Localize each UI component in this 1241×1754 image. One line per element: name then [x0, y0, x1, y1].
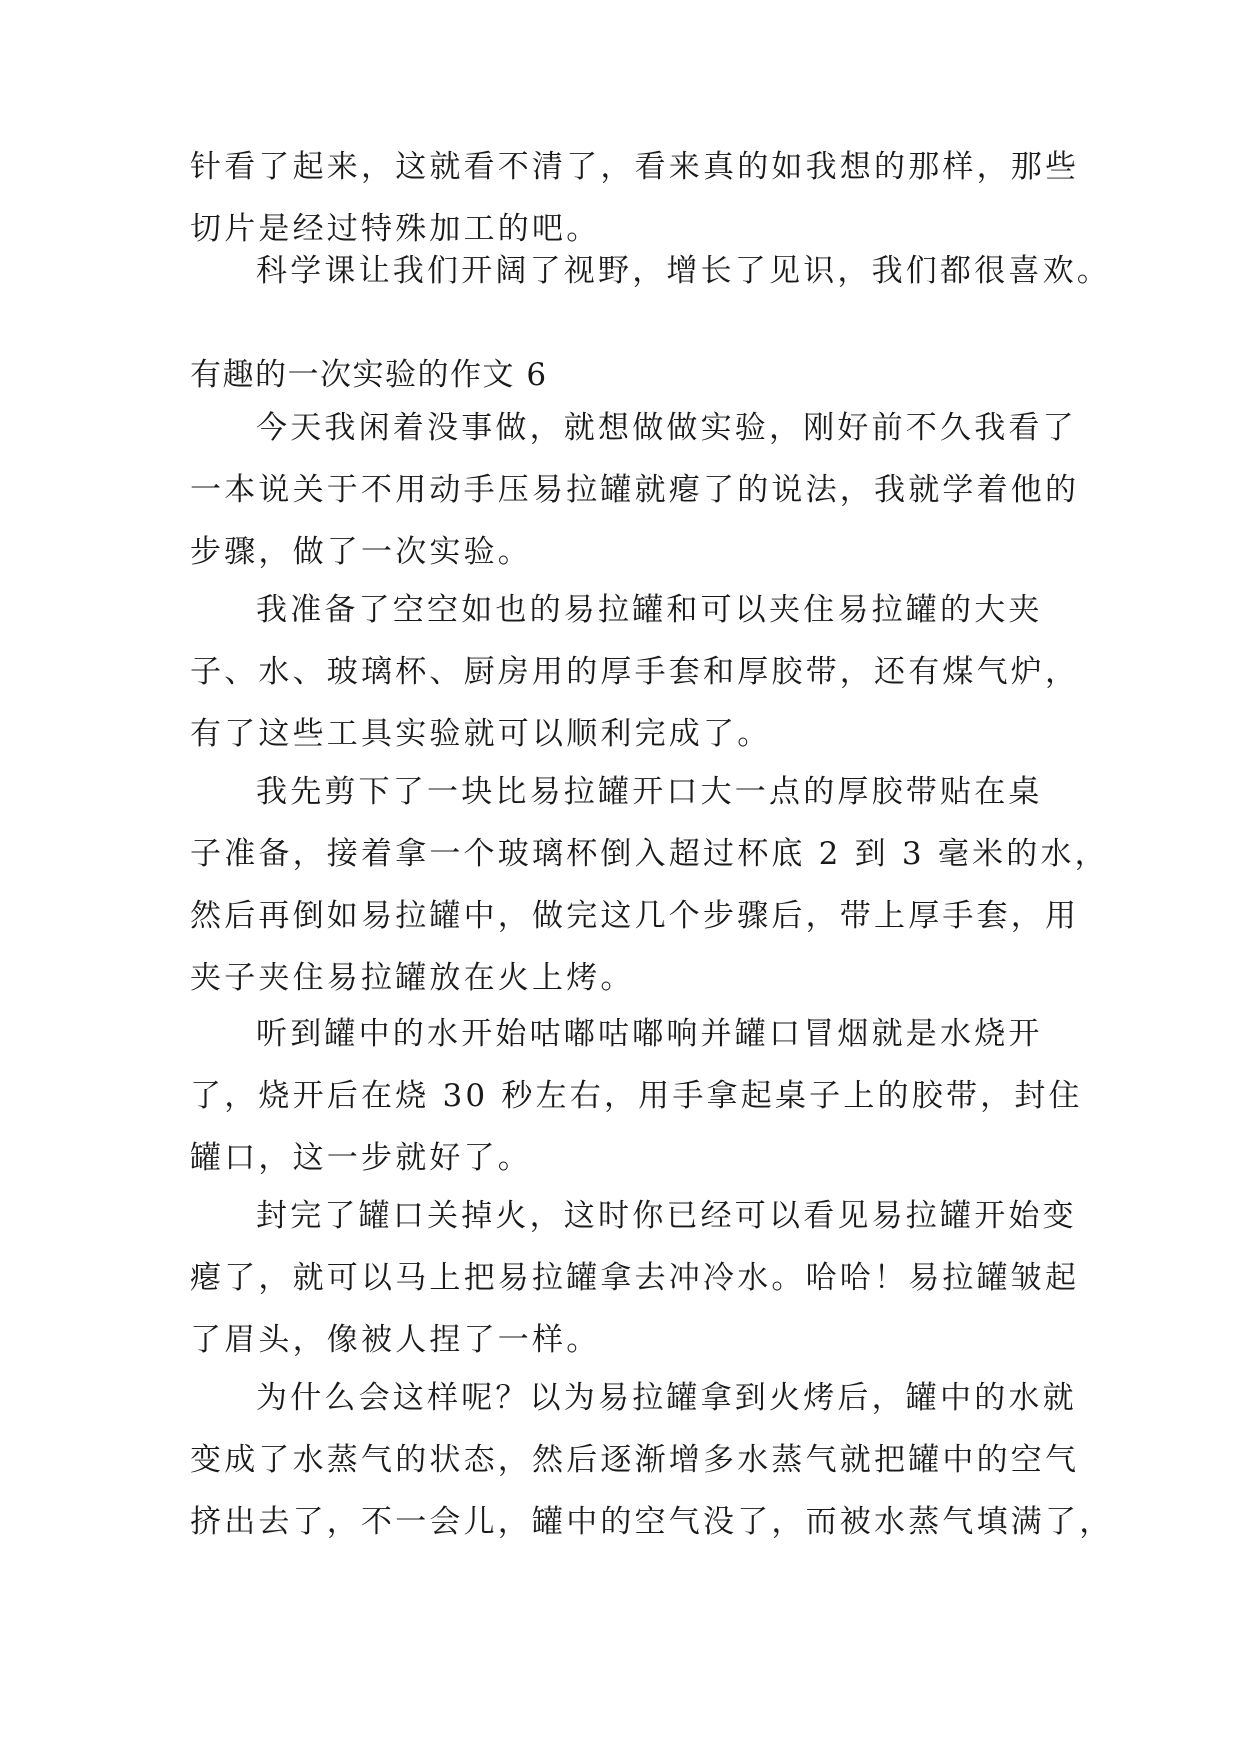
paragraph: [190, 579, 1080, 765]
text-line: 瘪了，就可以马上把易拉罐拿去冲冷水。哈哈！易拉罐皱起: [190, 1260, 1080, 1296]
text-line: 切片是经过特殊加工的吧。: [190, 211, 601, 247]
text-line: 了，烧开后在烧 30 秒左右，用手拿起桌子上的胶带，封住: [190, 1078, 1083, 1114]
text-line: 封完了罐口关掉火，这时你已经可以看见易拉罐开始变: [256, 1198, 1077, 1234]
paragraph: [190, 397, 1080, 583]
text-line: 听到罐中的水开始咕嘟咕嘟响并罐口冒烟就是水烧开: [256, 1016, 1043, 1052]
text-line: 有了这些工具实验就可以顺利完成了。: [190, 716, 772, 752]
paragraph-science: [190, 240, 1111, 302]
text-line: 今天我闲着没事做，就想做做实验，刚好前不久我看了: [256, 410, 1077, 446]
text-line: 罐口，这一步就好了。: [190, 1140, 532, 1176]
text-line: 我准备了空空如也的易拉罐和可以夹住易拉罐的大夹: [256, 592, 1043, 628]
text-line: 步骤，做了一次实验。: [190, 534, 532, 570]
text-line: 为什么会这样呢？以为易拉罐拿到火烤后，罐中的水就: [256, 1380, 1077, 1416]
text-line: 子准备，接着拿一个玻璃杯倒入超过杯底 2 到 3 毫米的水，: [190, 836, 1109, 872]
essay-title-text: 有趣的一次实验的作文 6: [190, 357, 548, 393]
text-line: 变成了水蒸气的状态，然后逐渐增多水蒸气就把罐中的空气: [190, 1442, 1080, 1478]
text-line: 我先剪下了一块比易拉罐开口大一点的厚胶带贴在桌: [256, 774, 1043, 810]
text-line: 然后再倒如易拉罐中，做完这几个步骤后，带上厚手套，用: [190, 898, 1080, 934]
text-line: 挤出去了，不一会儿，罐中的空气没了，而被水蒸气填满了，: [190, 1504, 1114, 1540]
text-line: 针看了起来，这就看不清了，看来真的如我想的那样，那些: [190, 149, 1080, 185]
paragraph: [190, 1003, 1083, 1189]
text-line: 了眉头，像被人捏了一样。: [190, 1322, 601, 1358]
paragraph: [190, 761, 1109, 1009]
text-line: 科学课让我们开阔了视野，增长了见识，我们都很喜欢。: [256, 253, 1111, 289]
paragraph: [190, 1185, 1080, 1371]
text-line: 子、水、玻璃杯、厨房用的厚手套和厚胶带，还有煤气炉，: [190, 654, 1080, 690]
paragraph: [190, 1367, 1114, 1553]
text-line: 夹子夹住易拉罐放在火上烤。: [190, 960, 635, 996]
text-line: 一本说关于不用动手压易拉罐就瘪了的说法，我就学着他的: [190, 472, 1080, 508]
